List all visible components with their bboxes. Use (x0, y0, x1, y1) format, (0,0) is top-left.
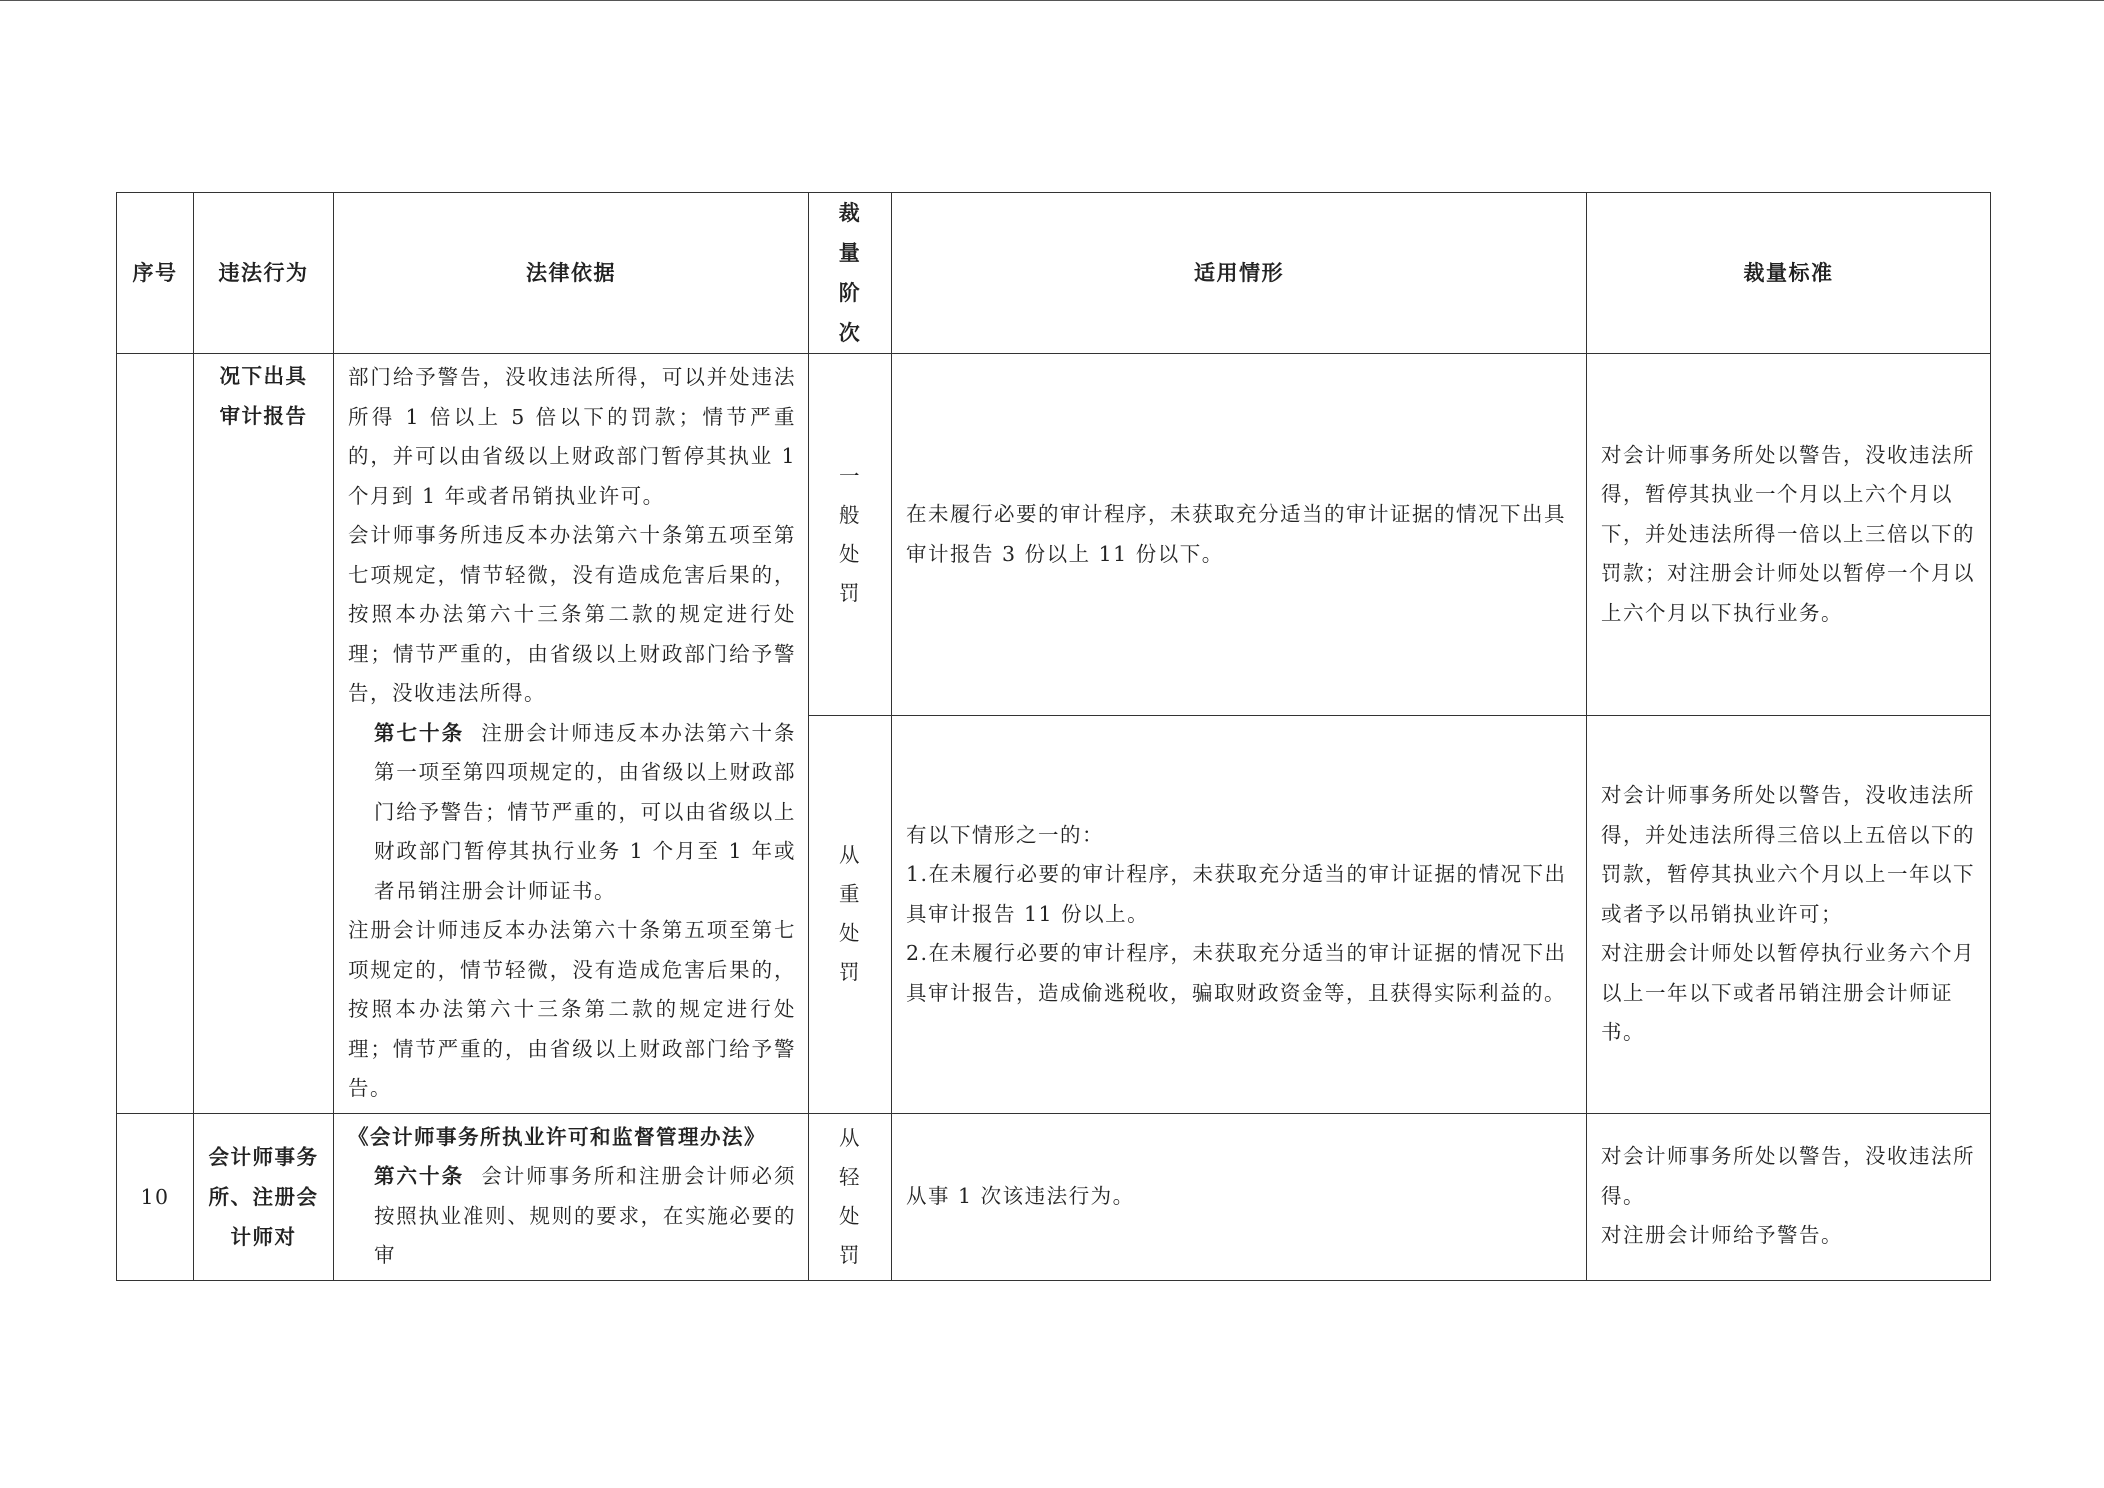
level-general (809, 354, 892, 716)
level-general-text: 一般处罚 (839, 463, 861, 605)
row10-seq-cell (117, 1113, 194, 1280)
header-seq: 序号 (117, 193, 194, 354)
case-heavy-intro: 有以下情形之一的： (906, 822, 1104, 847)
article-70-text: 注册会计师违反本办法第六十条第一项至第四项规定的，由省级以上财政部门给予警告；情节严重的，可以由省级以上财政部门暂停其执行业务 1 个月至 1 年或者吊销注册会计师证书。 (374, 720, 797, 903)
standard-heavy-cpa: 对注册会计师处以暂停执行业务六个月以上一年以下或者吊销注册会计师证书。 (1601, 941, 1975, 1044)
standard-general-text: 对会计师事务所处以警告，没收违法所得，暂停其执业一个月以上六个月以下，并处违法所得一倍以上三倍以下的罚款；对注册会计师处以暂停一个月以上六个月以下执行业务。 (1601, 442, 1975, 625)
page-top-border (0, 0, 2104, 1)
row10-violation-text: 会计师事务所、注册会计师对 (208, 1144, 319, 1249)
table-row (117, 1113, 1991, 1280)
row10-legal-basis-cell (334, 1113, 809, 1280)
standard-light-cpa: 对注册会计师给予警告。 (1601, 1223, 1843, 1248)
case-general-text: 在未履行必要的审计程序，未获取充分适当的审计证据的情况下出具审计报告 3 份以上 11 份以下。 (906, 502, 1566, 566)
standard-general (1587, 354, 1991, 716)
row10-violation-cell (194, 1113, 334, 1280)
table-header-row (117, 193, 1991, 354)
standard-light-firm: 对会计师事务所处以警告，没收违法所得。 (1601, 1144, 1975, 1208)
row9-violation-text: 况下出具审计报告 (219, 364, 308, 428)
article-60-text: 会计师事务所和注册会计师必须按照执业准则、规则的要求，在实施必要的审 (374, 1164, 797, 1267)
basis-paragraph-1: 部门给予警告，没收违法所得，可以并处违法所得 1 倍以上 5 倍以下的罚款；情节严重的，并可以由省级以上财政部门暂停其执业 1 个月到 1 年或者吊销执业许可。 (348, 365, 796, 508)
level-light-text: 从轻处罚 (839, 1125, 861, 1267)
case-heavy-item-1: 1.在未履行必要的审计程序，未获取充分适当的审计证据的情况下出具审计报告 11 份以上。 (906, 862, 1567, 926)
header-legal-basis: 法律依据 (334, 193, 809, 354)
standard-heavy (1587, 716, 1991, 1114)
article-70-label: 第七十条 (374, 720, 465, 745)
header-violation: 违法行为 (194, 193, 334, 354)
table-row (117, 354, 1991, 716)
article-60-label: 第六十条 (374, 1164, 465, 1188)
header-level: 裁量阶次 (809, 193, 892, 354)
header-applicable-case: 适用情形 (892, 193, 1587, 354)
row9-legal-basis-cell (334, 354, 809, 1114)
level-heavy-text: 从重处罚 (839, 843, 861, 985)
case-light-text: 从事 1 次该违法行为。 (906, 1183, 1135, 1208)
case-general (892, 354, 1587, 716)
discretion-standard-table (116, 192, 1991, 1281)
case-heavy-item-2: 2.在未履行必要的审计程序，未获取充分适当的审计证据的情况下出具审计报告，造成偷逃税收，骗取财政资金等，且获得实际利益的。 (906, 941, 1567, 1005)
standard-light (1587, 1113, 1991, 1280)
level-heavy (809, 716, 892, 1114)
basis-paragraph-2: 会计师事务所违反本办法第六十条第五项至第七项规定，情节轻微，没有造成危害后果的，按照本办法第六十三条第二款的规定进行处理；情节严重的，由省级以上财政部门给予警告，没收违法所得。 (348, 523, 796, 705)
case-light (892, 1113, 1587, 1280)
article-60-paragraph (348, 1157, 796, 1276)
row9-violation-cell (194, 354, 334, 1114)
regulation-title: 《会计师事务所执业许可和监督管理办法》 (348, 1124, 766, 1149)
basis-paragraph-3 (348, 714, 796, 912)
case-heavy (892, 716, 1587, 1114)
level-light (809, 1113, 892, 1280)
basis-paragraph-4: 注册会计师违反本办法第六十条第五项至第七项规定的，情节轻微，没有造成危害后果的，按照本办法第六十三条第二款的规定进行处理；情节严重的，由省级以上财政部门给予警告。 (348, 918, 796, 1100)
row10-seq: 10 (140, 1184, 170, 1209)
header-standard: 裁量标准 (1587, 193, 1991, 354)
standard-heavy-firm: 对会计师事务所处以警告，没收违法所得，并处违法所得三倍以上五倍以下的罚款，暂停其执业六个月以上一年以下或者予以吊销执业许可； (1601, 783, 1975, 926)
row9-seq-cell (117, 354, 194, 1114)
